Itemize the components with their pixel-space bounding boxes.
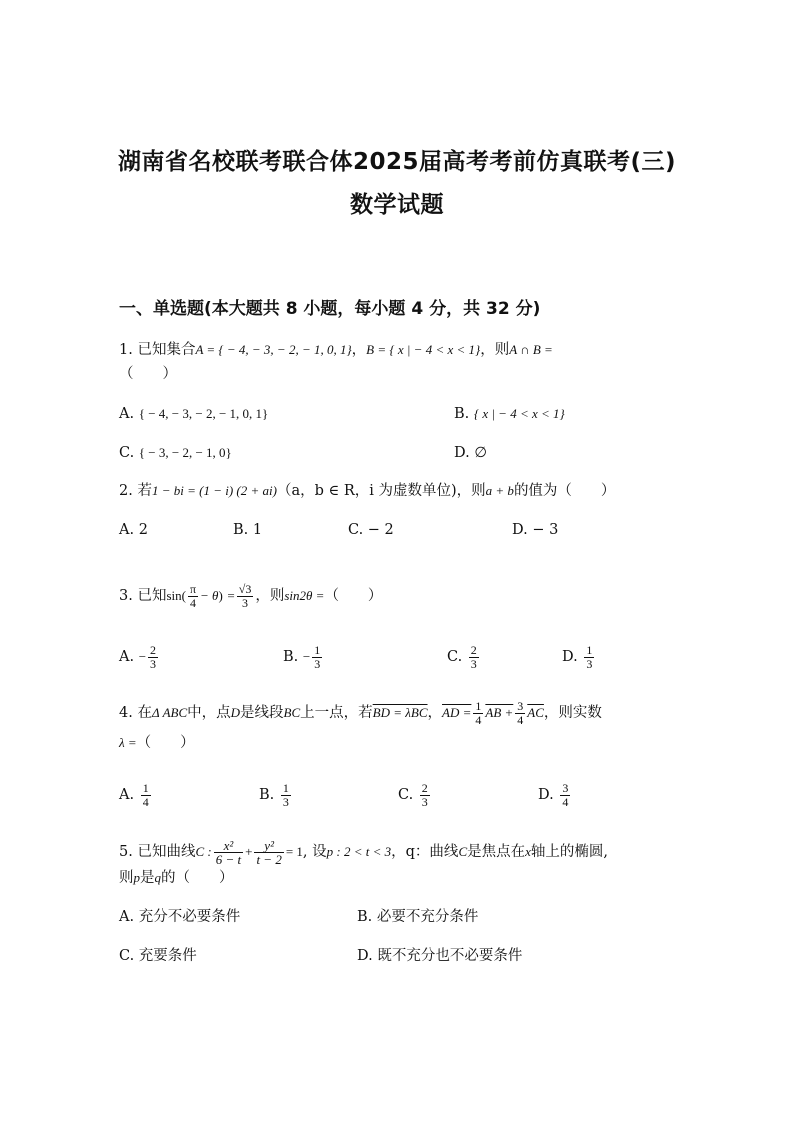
- q4-option-a: [119, 778, 153, 812]
- q4-vector-eq: BD = λBC: [372, 705, 428, 720]
- q4-option-c: [398, 778, 432, 812]
- q4-segment-bc: BC: [283, 705, 301, 720]
- section-heading: 一、单选题(本大题共 8 小题，每小题 4 分，共 32 分): [119, 299, 541, 319]
- q3-number: 3. 已知: [119, 588, 167, 604]
- q4-frac-1-4: $\frac{1}{4}$: [475, 698, 482, 727]
- q5-mid2: ，q：曲线: [391, 844, 459, 860]
- q3-expr: sin2θ =: [284, 588, 325, 603]
- q3-equals: =: [227, 588, 235, 603]
- q3-a-frac: $\frac{2}{3}$: [150, 642, 157, 671]
- q1-expr: A ∩ B =: [509, 342, 553, 357]
- q5-frac-y: $\frac{\text{y²}}{t - 2}$: [256, 837, 282, 867]
- q3-rparen: ): [218, 588, 223, 603]
- q4-vec-ad: AD =: [442, 705, 472, 720]
- q1-tail: ，则: [480, 342, 510, 358]
- q4-c-frac: $\frac{2}{3}$: [421, 780, 428, 809]
- q5-tail: 轴上的椭圆,: [530, 844, 608, 860]
- q5-eq-1: = 1: [285, 844, 303, 859]
- q1-a-text: { − 4, − 3, − 2, − 1, 0, 1}: [138, 406, 269, 421]
- q4-mid: 中，点: [187, 705, 231, 721]
- q4-vec-ac: $\overline{AC}$: [527, 705, 544, 720]
- q5-line2-p: p: [133, 870, 140, 885]
- title-line-2: 数学试题: [350, 192, 444, 218]
- q5-line2-c: 的（ ）: [161, 870, 234, 886]
- q1-d-text: ∅: [474, 445, 487, 461]
- q1-option-d: [454, 443, 487, 463]
- q2-number: 2. 若: [119, 483, 152, 499]
- q3-option-c: [447, 640, 481, 674]
- q2-option-b: B. 1: [233, 522, 263, 538]
- q5-line2-b: 是: [140, 870, 155, 886]
- q4-b-frac: $\frac{1}{3}$: [282, 780, 289, 809]
- q4-a-frac: $\frac{1}{4}$: [142, 780, 149, 809]
- q4-triangle: Δ ABC: [151, 705, 188, 720]
- q1-number: 1. 已知集合: [119, 342, 196, 358]
- q3-sin: sin: [166, 588, 182, 603]
- q1-b-label: B.: [454, 406, 470, 422]
- q5-option-a: A. 充分不必要条件: [119, 909, 241, 925]
- q1-b-text: { x | − 4 < x < 1}: [473, 406, 565, 421]
- q4-d-frac: $\frac{3}{4}$: [562, 780, 569, 809]
- q5-line2-q: q: [154, 870, 161, 885]
- q2-equation: 1 − bi = (1 − i) (2 + ai): [151, 483, 277, 498]
- q4-mid2: 是线段: [240, 705, 284, 721]
- q1-option-b: [454, 404, 565, 424]
- q3-root3-over-3: $\frac{√3}{3}$: [238, 581, 252, 610]
- q4-tail: ，则实数: [543, 705, 602, 721]
- q4-c-label: C.: [398, 787, 414, 803]
- q1-a-label: A.: [119, 406, 135, 422]
- q5-mid3: 是焦点在: [467, 844, 526, 860]
- q3-c-frac: $\frac{2}{3}$: [470, 642, 477, 671]
- q4-paren: （ ）: [136, 735, 195, 751]
- q5-number: 5. 已知曲线: [119, 844, 196, 860]
- q2-tail: 的值为（ ）: [513, 483, 616, 499]
- q4-a-label: A.: [119, 787, 135, 803]
- q3-a-sign: −: [138, 649, 147, 664]
- q2-option-d: D. − 3: [512, 522, 559, 538]
- question-5-stem: [119, 835, 608, 869]
- q5-option-b: B. 必要不充分条件: [357, 909, 479, 925]
- q5-frac-x: $\frac{\text{x²}}{6 - t}$: [215, 837, 242, 867]
- q3-c-label: C.: [447, 649, 463, 665]
- q4-d-label: D.: [538, 787, 554, 803]
- q2-condition: （a，b ∈ R，i 为虚数单位)，则: [276, 483, 486, 499]
- q5-mid: , 设: [302, 844, 327, 860]
- q2-option-a: A. 2: [119, 522, 148, 538]
- q5-plus: +: [245, 844, 253, 859]
- q5-option-d: D. 既不充分也不必要条件: [357, 948, 523, 964]
- q1-option-a: [119, 404, 268, 424]
- q3-pi-over-4: $\frac{\pi}{4}$: [189, 581, 197, 610]
- q3-b-label: B.: [283, 649, 299, 665]
- title-line-1: 湖南省名校联考联合体2025届高考考前仿真联考(三): [117, 149, 677, 175]
- question-3-stem: [119, 578, 382, 614]
- q4-line2: [119, 733, 195, 753]
- q5-x: x: [525, 844, 531, 859]
- q5-line2: [119, 868, 234, 888]
- q3-b-sign: −: [302, 649, 311, 664]
- q4-b-label: B.: [259, 787, 275, 803]
- q3-tail: ，则: [255, 588, 285, 604]
- q3-lparen: (: [181, 588, 186, 603]
- q4-vec-ab: AB +: [485, 705, 514, 720]
- question-2-stem: [119, 481, 615, 501]
- q1-comma: ，: [351, 342, 367, 358]
- q1-set-b: B = { x | − 4 < x < 1}: [366, 342, 481, 357]
- q1-c-label: C.: [119, 445, 135, 461]
- q1-c-text: { − 3, − 2, − 1, 0}: [138, 445, 232, 460]
- q5-line2-a: 则: [119, 870, 134, 886]
- q1-option-c: [119, 443, 232, 463]
- q4-option-d: [538, 778, 572, 812]
- q1-set-a: A = { − 4, − 3, − 2, − 1, 0, 1}: [195, 342, 352, 357]
- q4-lambda: λ =: [119, 735, 137, 750]
- q3-d-frac: $\frac{1}{3}$: [586, 642, 593, 671]
- q2-option-c: C. − 2: [348, 522, 394, 538]
- q3-option-d: [562, 640, 596, 674]
- q3-option-a: [119, 640, 160, 674]
- question-4-stem: [119, 696, 602, 730]
- q3-a-label: A.: [119, 649, 135, 665]
- q4-number: 4. 在: [119, 705, 152, 721]
- q3-paren: （ ）: [324, 588, 383, 604]
- q2-expr: a + b: [485, 483, 514, 498]
- q4-frac-3-4: $\frac{3}{4}$: [517, 698, 524, 727]
- q5-option-c: C. 充要条件: [119, 948, 197, 964]
- q5-curve-c: C :: [195, 844, 212, 859]
- question-1-stem: [119, 340, 553, 360]
- q4-comma: ，: [427, 705, 443, 721]
- q3-d-label: D.: [562, 649, 578, 665]
- q4-mid3: 上一点，若: [300, 705, 373, 721]
- q5-p: p : 2 < t < 3: [326, 844, 392, 859]
- q1-paren: （ ）: [119, 366, 177, 382]
- q4-point-d: D: [230, 705, 241, 720]
- q4-option-b: [259, 778, 293, 812]
- q3-option-b: [283, 640, 324, 674]
- q1-d-label: D.: [454, 445, 470, 461]
- q3-minus-theta: − θ: [200, 588, 219, 603]
- q3-b-frac: $\frac{1}{3}$: [314, 642, 321, 671]
- q5-c2: C: [458, 844, 468, 859]
